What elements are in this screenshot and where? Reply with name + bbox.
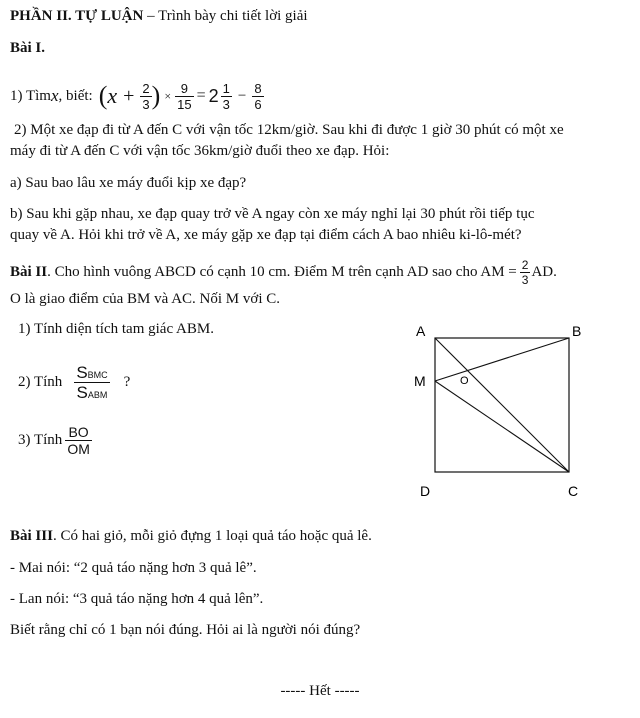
label-o: O <box>460 375 469 387</box>
eq-plus: + <box>123 84 135 107</box>
label-c: C <box>568 483 579 499</box>
q2-line2: máy đi từ A đến C với vận tốc 36km/giờ đuổi theo xe đạp. Hỏi: <box>10 143 390 159</box>
fraction-9-15: $\frac{9}{15}$ <box>177 80 192 112</box>
q2-question-mark: ? <box>123 373 131 390</box>
bai2-text1-end: AD. <box>531 263 557 280</box>
diagonal-ac <box>435 338 569 472</box>
eq-times: × <box>164 88 172 103</box>
label-b: B <box>572 323 582 339</box>
bai2-text2: O là giao điểm của BM và AC. Nối M với C. <box>10 291 280 307</box>
bai3-text: . Có hai giỏ, mỗi giỏ đựng 1 loại quả táo hoặc quả lê. <box>52 528 372 544</box>
open-paren: ( <box>98 81 108 110</box>
section-header <box>10 8 308 25</box>
eq-x: x <box>107 83 118 108</box>
part-instruction: – Trình bày chi tiết lời giải <box>143 8 308 24</box>
end-marker: ----- Hết ----- <box>280 683 360 699</box>
bai3-question: Biết rằng chỉ có 1 bạn nói đúng. Hỏi ai là người nói đúng? <box>10 622 361 638</box>
label-d: D <box>420 483 431 499</box>
q2-line1: 2) Một xe đạp đi từ A đến C với vận tốc 12km/giờ. Sau khi đi được 1 giờ 30 phút có một xe <box>14 122 564 138</box>
bai2-q3 <box>18 420 92 460</box>
area-ratio-fraction: $\frac{\text{SBMC}}{\text{SABM}}$ <box>76 362 108 402</box>
label-m: M <box>414 373 426 389</box>
bai3-lan: - Lan nói: “3 quả táo nặng hơn 4 quả lên”. <box>10 591 264 607</box>
label-a: A <box>416 323 426 339</box>
eq-whole: 2 <box>208 85 219 106</box>
equation <box>99 81 264 111</box>
bai2-q2 <box>18 360 130 404</box>
bai2-intro <box>10 252 557 292</box>
bai3-title: Bài III <box>10 528 53 544</box>
segment-mc <box>435 381 569 472</box>
part-title: PHẦN II. TỰ LUẬN <box>10 8 144 24</box>
eq-minus: − <box>237 87 247 104</box>
bai3-mai: - Mai nói: “2 quả táo nặng hơn 3 quả lê”. <box>10 560 257 576</box>
bai1-question-1 <box>10 74 264 118</box>
q2b-line1: b) Sau khi gặp nhau, xe đạp quay trở về A ngay còn xe máy nghỉ lại 30 phút rồi tiếp tục <box>10 206 535 222</box>
square-figure <box>400 318 600 504</box>
fraction-1-3: $\frac{1}{3}$ <box>222 80 230 112</box>
bai2-q1: 1) Tính diện tích tam giác ABM. <box>18 321 214 337</box>
bai2-text1: . Cho hình vuông ABCD có cạnh 10 cm. Điểm M trên cạnh AD sao cho AM = <box>47 263 517 280</box>
bai1-title: Bài I. <box>10 40 46 56</box>
q1-variable: x <box>50 86 59 105</box>
bai3-intro <box>10 528 372 545</box>
q1-after: , biết: <box>58 87 93 104</box>
q2b-line2: quay về A. Hỏi khi trở về A, xe máy gặp xe đạp tại điểm cách A bao nhiêu ki-lô-mét? <box>10 227 522 243</box>
eq-equals: = <box>196 87 206 104</box>
bai2-title: Bài II <box>10 263 48 280</box>
close-paren: ) <box>151 81 161 110</box>
q3-label: 3) Tính <box>18 431 63 448</box>
fraction-2-3-am: $\frac{2}{3}$ <box>521 257 529 287</box>
q1-label: 1) Tìm <box>10 87 51 104</box>
segment-bm <box>435 338 569 381</box>
fraction-2-3: $\frac{2}{3}$ <box>142 80 150 112</box>
q2-label: 2) Tính <box>18 373 63 390</box>
fraction-8-6: $\frac{8}{6}$ <box>254 80 262 112</box>
q2a: a) Sau bao lâu xe máy đuổi kịp xe đạp? <box>10 175 247 191</box>
bo-om-fraction: $\frac{BO}{OM}$ <box>67 423 90 457</box>
